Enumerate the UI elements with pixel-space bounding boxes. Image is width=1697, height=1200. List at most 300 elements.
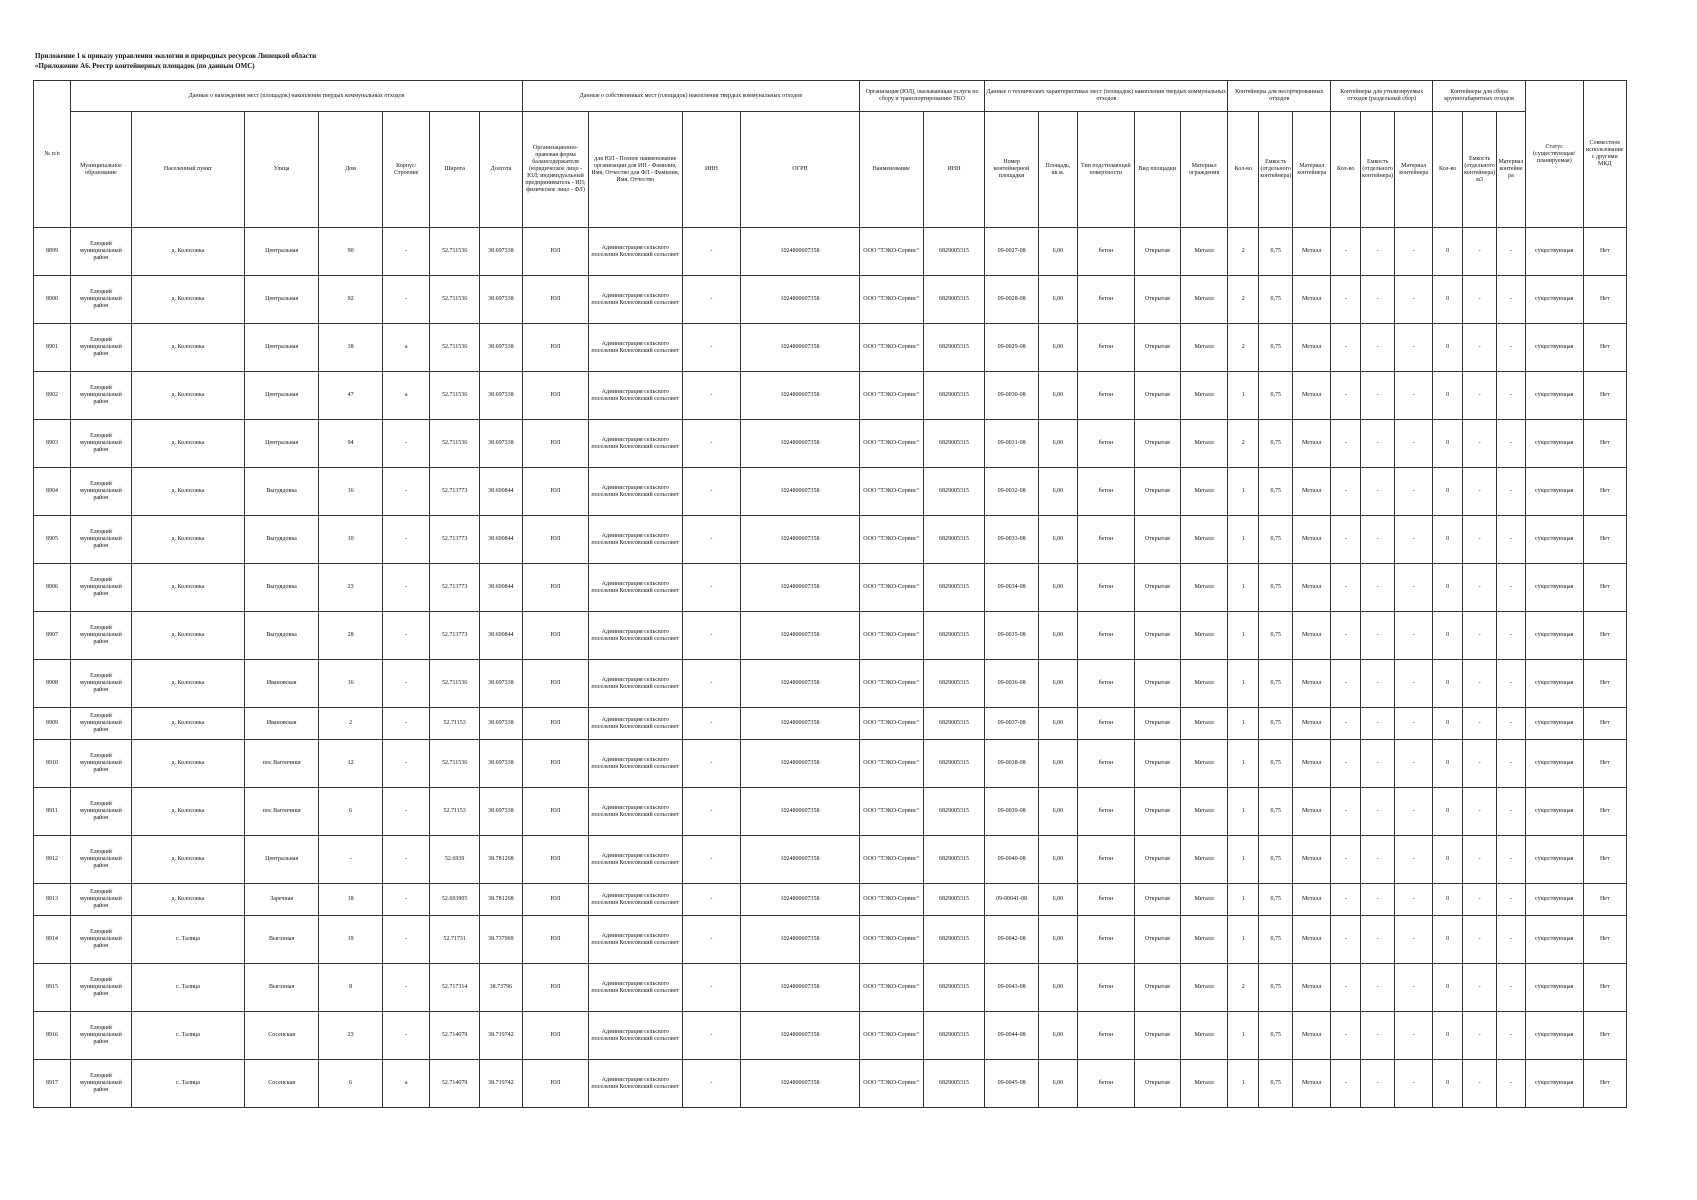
cell-bq: 0 (1433, 372, 1463, 420)
cell-rq: - (1331, 516, 1361, 564)
cell-lat: 52.711536 (430, 228, 479, 276)
cell-mo: Елецкий муниципальный район (71, 516, 132, 564)
cell-n: 8905 (34, 516, 71, 564)
cell-lon: 38.697338 (479, 788, 522, 836)
cell-owner: Администрация сельского поселения Колосовский сельсовет (588, 836, 682, 884)
cell-site: 09-0036-08 (985, 660, 1039, 708)
cell-rv: - (1361, 788, 1395, 836)
cell-np: д. Колосовка (131, 468, 244, 516)
cell-rv: - (1361, 916, 1395, 964)
cell-opinn: 6829005315 (923, 836, 985, 884)
cell-np: с. Талица (131, 964, 244, 1012)
caption-line-2: «Приложение А6. Реестр контейнерных площадок (по данным ОМС) (35, 62, 255, 70)
cell-area: 6,00 (1038, 276, 1077, 324)
cell-bm: - (1497, 916, 1526, 964)
cell-form: ЮЛ (523, 372, 589, 420)
cell-bld: - (383, 276, 430, 324)
cell-fence: Металл (1180, 1060, 1227, 1108)
cell-bq: 0 (1433, 516, 1463, 564)
header-municipality: Муниципальное образование (71, 112, 132, 228)
cell-rv: - (1361, 740, 1395, 788)
cell-ogrn: 1024800607358 (741, 916, 859, 964)
cell-lon: 38.690844 (479, 468, 522, 516)
header-area: Площадь, кв.м. (1038, 112, 1077, 228)
cell-area: 6,00 (1038, 564, 1077, 612)
cell-bld: - (383, 420, 430, 468)
cell-n: 8901 (34, 324, 71, 372)
cell-site: 09-0027-08 (985, 228, 1039, 276)
cell-rv: - (1361, 228, 1395, 276)
cell-lon: 38.697338 (479, 276, 522, 324)
cell-sv: 0,75 (1259, 1060, 1293, 1108)
cell-rm: - (1395, 516, 1433, 564)
cell-owner: Администрация сельского поселения Колосовский сельсовет (588, 276, 682, 324)
cell-sm: Металл (1293, 740, 1331, 788)
cell-shared: Нет (1583, 324, 1626, 372)
cell-inn: - (682, 420, 741, 468)
cell-type: Открытая (1134, 228, 1180, 276)
cell-form: ЮЛ (523, 324, 589, 372)
cell-inn: - (682, 564, 741, 612)
cell-rq: - (1331, 468, 1361, 516)
cell-sv: 0,75 (1259, 964, 1293, 1012)
cell-rv: - (1361, 708, 1395, 740)
cell-house: 92 (319, 276, 383, 324)
cell-ogrn: 1024800607358 (741, 788, 859, 836)
cell-house: 28 (319, 612, 383, 660)
cell-lon: 38.697338 (479, 740, 522, 788)
cell-rq: - (1331, 836, 1361, 884)
cell-site: 09-00041-08 (985, 884, 1039, 916)
cell-lon: 38.73796 (479, 964, 522, 1012)
cell-sq: 1 (1228, 1060, 1259, 1108)
cell-bm: - (1497, 884, 1526, 916)
cell-bv: - (1463, 276, 1497, 324)
cell-sq: 1 (1228, 884, 1259, 916)
header-bulky-volume: Емкость (отдельного контейнера) м3 (1463, 112, 1497, 228)
cell-bq: 0 (1433, 884, 1463, 916)
cell-lon: 38.781268 (479, 836, 522, 884)
cell-sm: Металл (1293, 516, 1331, 564)
cell-sq: 1 (1228, 516, 1259, 564)
cell-bld: - (383, 884, 430, 916)
cell-owner: Администрация сельского поселения Колосовский сельсовет (588, 564, 682, 612)
cell-n: 8910 (34, 740, 71, 788)
cell-op: ООО "ТЭКО-Сервис" (859, 372, 923, 420)
cell-op: ООО "ТЭКО-Сервис" (859, 324, 923, 372)
cell-type: Открытая (1134, 1060, 1180, 1108)
cell-status: существующая (1525, 740, 1583, 788)
cell-rv: - (1361, 372, 1395, 420)
cell-op: ООО "ТЭКО-Сервис" (859, 884, 923, 916)
cell-surf: бетон (1077, 420, 1134, 468)
cell-site: 09-0031-08 (985, 420, 1039, 468)
cell-sq: 1 (1228, 740, 1259, 788)
cell-np: д. Колосовка (131, 884, 244, 916)
cell-status: существующая (1525, 1060, 1583, 1108)
cell-op: ООО "ТЭКО-Сервис" (859, 964, 923, 1012)
header-site-type: Вид площадки (1134, 112, 1180, 228)
caption-line-1: Приложение 1 к приказу управления экологии и природных ресурсов Липецкой области (35, 52, 317, 60)
cell-inn: - (682, 708, 741, 740)
table-row (34, 708, 1627, 740)
cell-rq: - (1331, 1012, 1361, 1060)
cell-sv: 0,75 (1259, 788, 1293, 836)
cell-bm: - (1497, 836, 1526, 884)
cell-rq: - (1331, 740, 1361, 788)
cell-form: ЮЛ (523, 788, 589, 836)
cell-mo: Елецкий муниципальный район (71, 228, 132, 276)
cell-sv: 0,75 (1259, 468, 1293, 516)
cell-mo: Елецкий муниципальный район (71, 420, 132, 468)
cell-owner: Администрация сельского поселения Колосовский сельсовет (588, 916, 682, 964)
cell-bq: 0 (1433, 468, 1463, 516)
header-recycled-material: Материал контейнера (1395, 112, 1433, 228)
cell-street: Центральная (245, 420, 319, 468)
cell-fence: Металл (1180, 660, 1227, 708)
cell-rv: - (1361, 964, 1395, 1012)
cell-rq: - (1331, 276, 1361, 324)
cell-opinn: 6829005315 (923, 916, 985, 964)
cell-status: существующая (1525, 708, 1583, 740)
cell-street: Центральная (245, 276, 319, 324)
cell-opinn: 6829005315 (923, 324, 985, 372)
cell-site: 09-0033-08 (985, 516, 1039, 564)
cell-shared: Нет (1583, 516, 1626, 564)
cell-house: 18 (319, 884, 383, 916)
cell-street: пос Вагончики (245, 740, 319, 788)
header-site-number: Номер контейнерной площадки (985, 112, 1039, 228)
header-sorted-qty: Кол-во (1228, 112, 1259, 228)
cell-status: существующая (1525, 276, 1583, 324)
cell-street: Центральная (245, 372, 319, 420)
cell-sq: 1 (1228, 916, 1259, 964)
cell-np: д. Колосовка (131, 420, 244, 468)
cell-n: 8916 (34, 1012, 71, 1060)
cell-lon: 38.697338 (479, 708, 522, 740)
cell-inn: - (682, 468, 741, 516)
cell-bm: - (1497, 740, 1526, 788)
cell-ogrn: 1024800607358 (741, 964, 859, 1012)
cell-shared: Нет (1583, 740, 1626, 788)
header-bulky-qty: Кол-во (1433, 112, 1463, 228)
header-settlement: Населенный пункт (131, 112, 244, 228)
cell-ogrn: 1024800607358 (741, 708, 859, 740)
cell-area: 6,00 (1038, 324, 1077, 372)
cell-type: Открытая (1134, 964, 1180, 1012)
cell-sq: 1 (1228, 468, 1259, 516)
cell-shared: Нет (1583, 276, 1626, 324)
cell-bm: - (1497, 324, 1526, 372)
header-street: Улица (245, 112, 319, 228)
cell-bv: - (1463, 1060, 1497, 1108)
cell-bld: - (383, 564, 430, 612)
cell-street: Заречная (245, 884, 319, 916)
cell-bq: 0 (1433, 916, 1463, 964)
cell-sq: 2 (1228, 964, 1259, 1012)
cell-street: Выгдядовка (245, 612, 319, 660)
cell-status: существующая (1525, 1012, 1583, 1060)
cell-bm: - (1497, 1012, 1526, 1060)
cell-fence: Металл (1180, 612, 1227, 660)
cell-sm: Металл (1293, 1012, 1331, 1060)
cell-bq: 0 (1433, 964, 1463, 1012)
cell-area: 6,00 (1038, 612, 1077, 660)
cell-sm: Металл (1293, 916, 1331, 964)
cell-sv: 0,75 (1259, 516, 1293, 564)
table-row (34, 964, 1627, 1012)
cell-shared: Нет (1583, 836, 1626, 884)
table-row (34, 660, 1627, 708)
cell-bld: - (383, 516, 430, 564)
cell-bq: 0 (1433, 660, 1463, 708)
table-body (34, 228, 1627, 1108)
cell-form: ЮЛ (523, 516, 589, 564)
cell-bq: 0 (1433, 612, 1463, 660)
cell-status: существующая (1525, 372, 1583, 420)
cell-site: 09-0038-08 (985, 740, 1039, 788)
header-sorted-volume: Емкость (отдельного контейнера) (1259, 112, 1293, 228)
cell-area: 6,00 (1038, 1060, 1077, 1108)
cell-sm: Металл (1293, 276, 1331, 324)
cell-surf: бетон (1077, 916, 1134, 964)
cell-shared: Нет (1583, 660, 1626, 708)
header-group-bulky: Контейнеры для сбора крупногабаритных отходов (1433, 81, 1526, 112)
cell-rq: - (1331, 884, 1361, 916)
cell-rq: - (1331, 612, 1361, 660)
cell-bm: - (1497, 964, 1526, 1012)
cell-inn: - (682, 276, 741, 324)
cell-shared: Нет (1583, 612, 1626, 660)
cell-rv: - (1361, 1060, 1395, 1108)
cell-op: ООО "ТЭКО-Сервис" (859, 660, 923, 708)
cell-bq: 0 (1433, 836, 1463, 884)
cell-bv: - (1463, 468, 1497, 516)
cell-bv: - (1463, 1012, 1497, 1060)
cell-bv: - (1463, 836, 1497, 884)
cell-ogrn: 1024800607358 (741, 836, 859, 884)
registry-table (33, 80, 1627, 1108)
cell-sv: 0,75 (1259, 836, 1293, 884)
cell-rv: - (1361, 836, 1395, 884)
cell-bld: - (383, 228, 430, 276)
cell-bm: - (1497, 708, 1526, 740)
cell-sv: 0,75 (1259, 324, 1293, 372)
cell-sv: 0,75 (1259, 564, 1293, 612)
cell-site: 09-0043-08 (985, 964, 1039, 1012)
cell-house: 38 (319, 324, 383, 372)
cell-sm: Металл (1293, 612, 1331, 660)
cell-type: Открытая (1134, 788, 1180, 836)
cell-op: ООО "ТЭКО-Сервис" (859, 228, 923, 276)
cell-inn: - (682, 372, 741, 420)
cell-owner: Администрация сельского поселения Колосовский сельсовет (588, 708, 682, 740)
cell-sm: Металл (1293, 884, 1331, 916)
cell-ogrn: 1024800607358 (741, 1060, 859, 1108)
cell-fence: Металл (1180, 788, 1227, 836)
cell-form: ЮЛ (523, 1060, 589, 1108)
cell-bld: - (383, 660, 430, 708)
cell-sv: 0,75 (1259, 660, 1293, 708)
cell-mo: Елецкий муниципальный район (71, 884, 132, 916)
cell-shared: Нет (1583, 1060, 1626, 1108)
cell-type: Открытая (1134, 740, 1180, 788)
cell-bq: 0 (1433, 1060, 1463, 1108)
cell-bv: - (1463, 612, 1497, 660)
table-row (34, 836, 1627, 884)
header-group-operator: Организация (ЮЛ), оказывающая услуги по сбору и транспортированию ТКО (859, 81, 985, 112)
cell-bq: 0 (1433, 564, 1463, 612)
cell-sq: 1 (1228, 372, 1259, 420)
cell-shared: Нет (1583, 964, 1626, 1012)
cell-status: существующая (1525, 324, 1583, 372)
cell-area: 6,00 (1038, 916, 1077, 964)
cell-surf: бетон (1077, 276, 1134, 324)
cell-rv: - (1361, 884, 1395, 916)
cell-sm: Металл (1293, 324, 1331, 372)
cell-shared: Нет (1583, 420, 1626, 468)
cell-fence: Металл (1180, 420, 1227, 468)
cell-sq: 2 (1228, 276, 1259, 324)
cell-np: д. Колосовка (131, 740, 244, 788)
cell-sq: 1 (1228, 1012, 1259, 1060)
cell-type: Открытая (1134, 708, 1180, 740)
table-row (34, 740, 1627, 788)
cell-shared: Нет (1583, 884, 1626, 916)
cell-shared: Нет (1583, 372, 1626, 420)
cell-street: Центральная (245, 836, 319, 884)
cell-bld: а (383, 324, 430, 372)
table-row (34, 228, 1627, 276)
header-recycled-volume: Емкость (отдельного контейнера) (1361, 112, 1395, 228)
cell-bv: - (1463, 516, 1497, 564)
cell-rm: - (1395, 324, 1433, 372)
cell-bld: - (383, 916, 430, 964)
cell-type: Открытая (1134, 372, 1180, 420)
cell-op: ООО "ТЭКО-Сервис" (859, 740, 923, 788)
header-num: № п/п (34, 81, 71, 228)
cell-np: с. Талица (131, 916, 244, 964)
cell-bld: - (383, 740, 430, 788)
cell-owner: Администрация сельского поселения Колосовский сельсовет (588, 612, 682, 660)
cell-ogrn: 1024800607358 (741, 468, 859, 516)
cell-mo: Елецкий муниципальный район (71, 740, 132, 788)
cell-n: 8907 (34, 612, 71, 660)
cell-site: 09-0037-08 (985, 708, 1039, 740)
cell-site: 09-0044-08 (985, 1012, 1039, 1060)
cell-sm: Металл (1293, 1060, 1331, 1108)
header-longitude: Долгота (479, 112, 522, 228)
cell-bm: - (1497, 660, 1526, 708)
cell-mo: Елецкий муниципальный район (71, 964, 132, 1012)
cell-house: 16 (319, 468, 383, 516)
cell-n: 8915 (34, 964, 71, 1012)
cell-area: 6,00 (1038, 468, 1077, 516)
header-group-sorted: Контейнеры для несортированных отходов (1228, 81, 1331, 112)
cell-status: существующая (1525, 564, 1583, 612)
cell-np: д. Колосовка (131, 708, 244, 740)
cell-np: д. Колосовка (131, 276, 244, 324)
cell-rm: - (1395, 788, 1433, 836)
cell-rq: - (1331, 324, 1361, 372)
cell-np: с. Талица (131, 1012, 244, 1060)
cell-bm: - (1497, 228, 1526, 276)
cell-bm: - (1497, 372, 1526, 420)
header-ogrn: ОГРН (741, 112, 859, 228)
cell-house: 23 (319, 1012, 383, 1060)
cell-n: 8900 (34, 276, 71, 324)
cell-form: ЮЛ (523, 836, 589, 884)
cell-site: 09-0030-08 (985, 372, 1039, 420)
cell-opinn: 6829005315 (923, 612, 985, 660)
cell-bv: - (1463, 740, 1497, 788)
cell-shared: Нет (1583, 564, 1626, 612)
cell-ogrn: 1024800607358 (741, 276, 859, 324)
cell-street: Центральная (245, 324, 319, 372)
cell-surf: бетон (1077, 660, 1134, 708)
cell-ogrn: 1024800607358 (741, 564, 859, 612)
cell-surf: бетон (1077, 612, 1134, 660)
table-row (34, 788, 1627, 836)
cell-lon: 38.697338 (479, 324, 522, 372)
cell-bq: 0 (1433, 788, 1463, 836)
cell-surf: бетон (1077, 740, 1134, 788)
cell-area: 6,00 (1038, 740, 1077, 788)
cell-np: с. Талица (131, 1060, 244, 1108)
cell-inn: - (682, 660, 741, 708)
cell-mo: Елецкий муниципальный район (71, 660, 132, 708)
cell-opinn: 6829005315 (923, 964, 985, 1012)
cell-bv: - (1463, 964, 1497, 1012)
cell-rq: - (1331, 228, 1361, 276)
cell-rm: - (1395, 372, 1433, 420)
cell-surf: бетон (1077, 324, 1134, 372)
cell-bv: - (1463, 916, 1497, 964)
cell-type: Открытая (1134, 564, 1180, 612)
cell-rm: - (1395, 708, 1433, 740)
header-operator-inn: ИНН (923, 112, 985, 228)
cell-type: Открытая (1134, 916, 1180, 964)
cell-op: ООО "ТЭКО-Сервис" (859, 788, 923, 836)
cell-n: 8904 (34, 468, 71, 516)
cell-form: ЮЛ (523, 228, 589, 276)
cell-type: Открытая (1134, 276, 1180, 324)
cell-bv: - (1463, 884, 1497, 916)
cell-surf: бетон (1077, 836, 1134, 884)
cell-sv: 0,75 (1259, 740, 1293, 788)
cell-rq: - (1331, 708, 1361, 740)
header-latitude: Широта (430, 112, 479, 228)
cell-type: Открытая (1134, 1012, 1180, 1060)
cell-bld: - (383, 612, 430, 660)
cell-sm: Металл (1293, 564, 1331, 612)
cell-house: 94 (319, 420, 383, 468)
table-row (34, 372, 1627, 420)
cell-owner: Администрация сельского поселения Колосовский сельсовет (588, 884, 682, 916)
cell-op: ООО "ТЭКО-Сервис" (859, 916, 923, 964)
cell-lon: 38.781268 (479, 884, 522, 916)
cell-bld: - (383, 468, 430, 516)
cell-rm: - (1395, 964, 1433, 1012)
cell-sm: Металл (1293, 836, 1331, 884)
cell-house: 12 (319, 740, 383, 788)
cell-rm: - (1395, 420, 1433, 468)
cell-lat: 52.714079 (430, 1060, 479, 1108)
cell-lat: 52.713773 (430, 468, 479, 516)
cell-opinn: 6829005315 (923, 468, 985, 516)
cell-area: 6,00 (1038, 420, 1077, 468)
cell-lat: 52.6939 (430, 836, 479, 884)
